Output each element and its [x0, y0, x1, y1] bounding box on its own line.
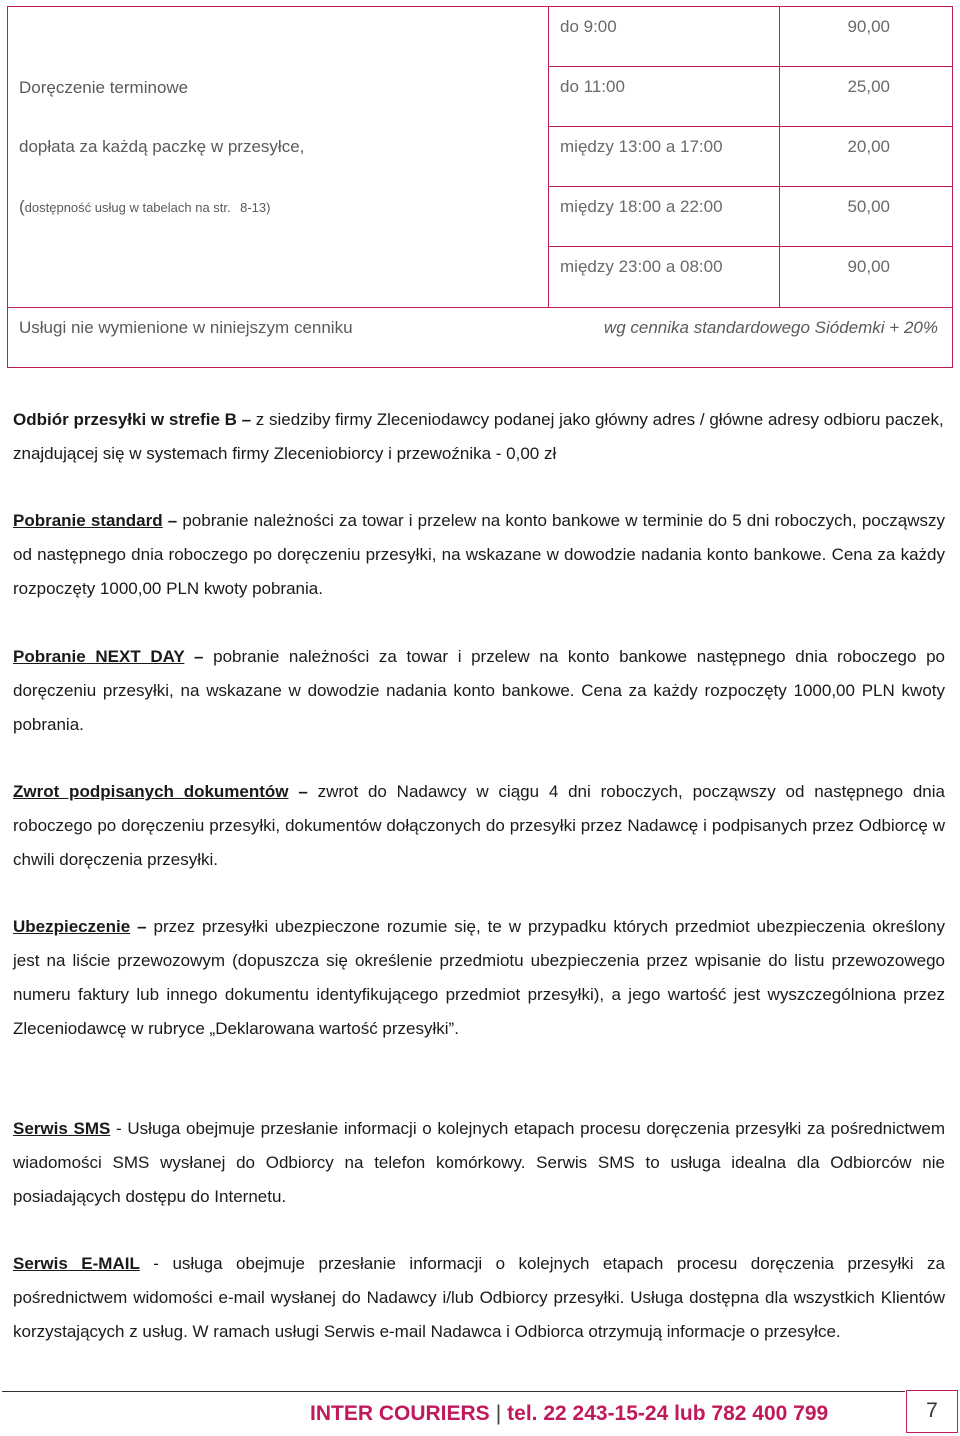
paragraph-dash: –: [162, 511, 183, 530]
page-number-box: [906, 1390, 958, 1433]
table-footer-line: [8, 307, 952, 308]
paragraph-title: Serwis SMS: [13, 1119, 111, 1138]
paragraph-title: Ubezpieczenie: [13, 917, 131, 936]
paragraph-text: przez przesyłki ubezpieczone rozumie się, te w przypadku których przedmiot ubezpieczenia określony jest na liście przewozowym (dopuszcza się określenie przedmiotu ubezpieczenia przez wpisanie do listu przewozowego numeru faktury lub innego dokumentu identyfikującego przedmiot przesyłki), a jego wartość jest wyszczególniona przez Zleceniodawcę w rubryce „Deklarowana wartość przesyłki”.: [13, 917, 946, 1038]
other-services-label: Usługi nie wymienione w niniejszym cenniku: [19, 318, 353, 337]
table-row-line: [548, 66, 952, 67]
paragraph-title: Pobranie standard: [13, 511, 163, 530]
paragraph-title: Serwis E-MAIL: [13, 1254, 140, 1273]
paragraph-text: z siedziby firmy Zleceniodawcy podanej jako główny adres / główne adresy odbioru paczek, znajdującej się w systemach firmy Zleceniobiorcy i przewoźnika - 0,00 zł: [13, 410, 944, 463]
paragraph-text: zwrot do Nadawcy w ciągu 4 dni roboczych, począwszy od następnego dnia roboczego po doręczeniu przesyłki, dokumentów dołączonych do przesyłki przez Nadawcę i podpisanych przez Odbiorcę w chwili doręczenia przesyłki.: [13, 782, 945, 869]
time-price: 50,00: [847, 197, 890, 216]
time-slot: do 11:00: [560, 77, 625, 96]
paragraph-title: Zwrot podpisanych dokumentów: [13, 782, 289, 801]
time-price: 90,00: [847, 257, 890, 276]
paragraph-text: Usługa obejmuje przesłanie informacji o kolejnych etapach procesu doręczenia przesyłki za pośrednictwem wiadomości SMS wysłanej do Odbiorcy na telefon komórkowy. Serwis SMS to usługa idealna dla Odbiorców nie posiadających dostępu do Internetu.: [13, 1119, 945, 1206]
paragraph-pobranie-standard: [13, 504, 945, 606]
company-name: INTER COURIERS: [310, 1402, 490, 1425]
table-divider-right: [779, 7, 780, 307]
paragraph-text: pobranie należności za towar i przelew na konto bankowe następnego dnia roboczego po doręczeniu przesyłki, na wskazane w dowodzie nadania konto bankowe. Cena za każdy rozpoczęty 1000,00 PLN kwoty pobrania.: [13, 647, 945, 734]
footer-separator: |: [495, 1402, 502, 1425]
paragraph-text: pobranie należności za towar i przelew na konto bankowe w terminie do 5 dni roboczych, począwszy od następnego dnia roboczego po doręczeniu przesyłki, na wskazane w dowodzie nadania konto bankowe. Cena za każdy rozpoczęty 1000,00 PLN kwoty pobrania.: [13, 511, 945, 598]
table-row-line: [548, 126, 952, 127]
paragraph-title: Pobranie NEXT DAY: [13, 647, 185, 666]
table-row-line: [548, 186, 952, 187]
paragraph-dash: –: [184, 647, 214, 666]
time-price: 20,00: [847, 137, 890, 156]
table-row-line: [548, 246, 952, 247]
time-price: 25,00: [847, 77, 890, 96]
delivery-label: Doręczenie terminowe: [19, 78, 189, 97]
note-pages: 8-13): [240, 200, 271, 215]
paragraph-zwrot: [13, 775, 945, 877]
paragraph-dash: –: [130, 917, 154, 936]
paragraph-title: Odbiór przesyłki w strefie B –: [13, 410, 252, 429]
paragraph-dash: -: [110, 1119, 128, 1138]
note-text: dostępność usług w tabelach na str.: [24, 200, 231, 215]
note-paren: (: [19, 197, 25, 216]
paragraph-dash: –: [288, 782, 318, 801]
other-services-price: wg cennika standardowego Siódemki + 20%: [603, 318, 938, 337]
table-divider-left: [548, 7, 549, 307]
paragraph-dash: -: [139, 1254, 173, 1273]
time-slot: między 18:00 a 22:00: [560, 197, 723, 216]
paragraph-text: usługa obejmuje przesłanie informacji o kolejnych etapach procesu doręczenia przesyłki za pośrednictwem widomości e-mail wysłanej do Nadawcy i/lub Odbiorcy przesyłki. Usługa dostępna dla wszystkich Klientów korzystających z usług. W ramach usługi Serwis e-mail Nadawca i Odbiorca otrzymują informacje o przesyłce.: [13, 1254, 945, 1341]
footer-rule: [2, 1391, 905, 1392]
paragraph-serwis-email: [13, 1247, 945, 1349]
paragraph-odbior: [13, 403, 945, 471]
page-number: 7: [926, 1399, 938, 1422]
paragraph-pobranie-next-day: [13, 640, 945, 742]
time-slot: między 13:00 a 17:00: [560, 137, 723, 156]
time-slot: między 23:00 a 08:00: [560, 257, 723, 276]
price-table: [7, 6, 953, 368]
paragraph-serwis-sms: [13, 1112, 945, 1214]
time-slot: do 9:00: [560, 17, 617, 36]
availability-note: [19, 197, 270, 218]
time-price: 90,00: [847, 17, 890, 36]
surcharge-label: dopłata za każdą paczkę w przesyłce,: [19, 137, 305, 156]
phone-numbers: tel. 22 243-15-24 lub 782 400 799: [507, 1402, 829, 1425]
footer-contact: [310, 1401, 828, 1427]
paragraph-ubezpieczenie: [13, 910, 945, 1046]
